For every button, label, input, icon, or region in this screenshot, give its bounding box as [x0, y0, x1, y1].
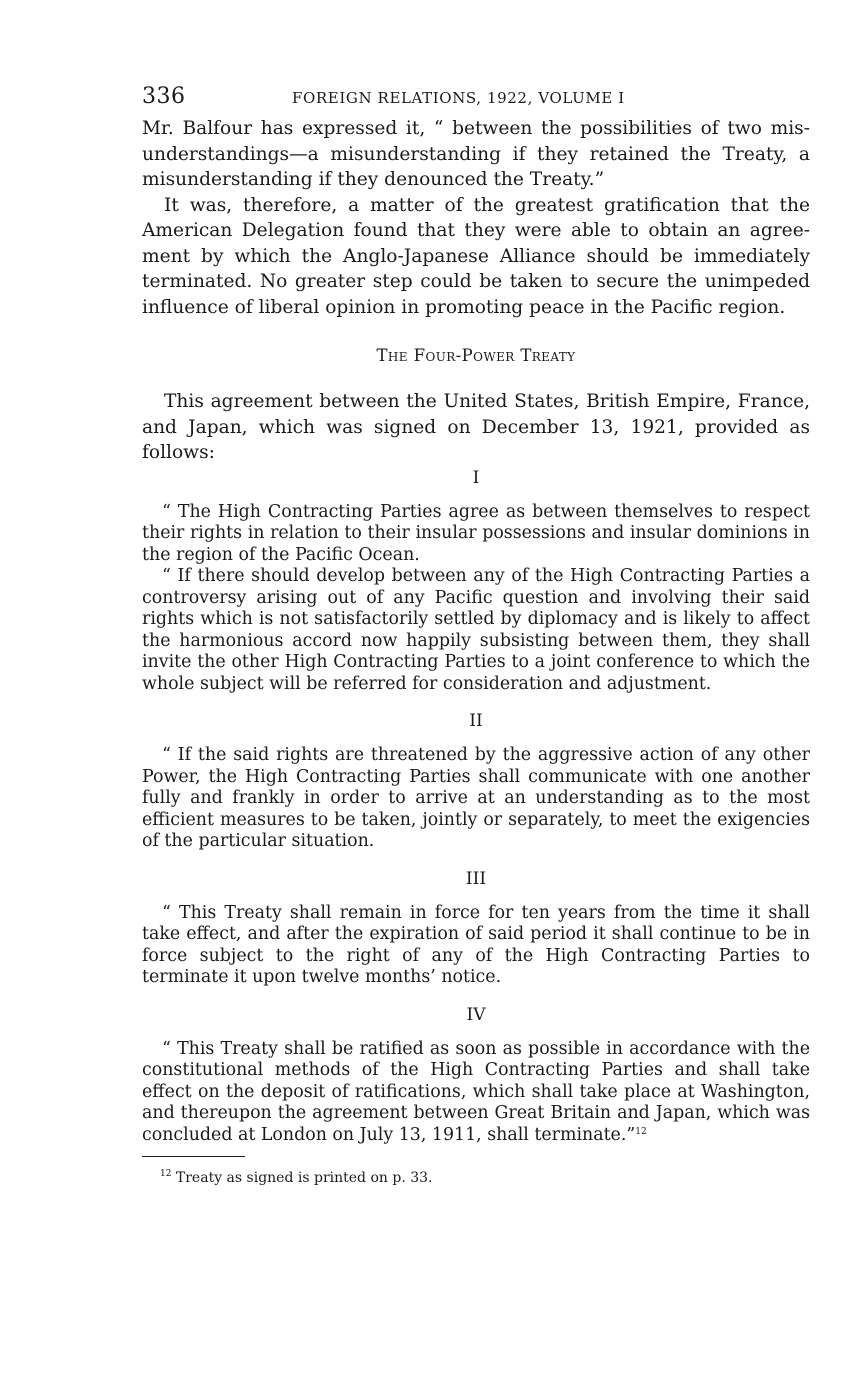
- footnote-text: Treaty as signed is printed on p. 33.: [175, 1170, 433, 1186]
- section-title: The Four-Power Treaty: [376, 346, 576, 365]
- article-paragraph: “ If there should develop between any of the High Contracting Parties a controversy arising out of any Pacific question and involving their said rights which is not satisfactorily settled by diplomacy and is likely to affect the harmonious accord now happily subsisting between them, they shall invite the other High Contracting Parties to a joint conference to which the whole subject will be referred for consideration and adjustment.: [142, 566, 810, 694]
- article-numeral: IV: [466, 1004, 486, 1025]
- intro-paragraph-2: It was, therefore, a matter of the greatest gratification that the American Delegation found that they were able to obtain an agreement by which the Anglo-Japanese Alliance should be immediately terminated. No greater step could be taken to secure the unimpeded influence of liberal opinion in promoting peace in the Pacific region.: [142, 194, 810, 318]
- page-header: [142, 84, 810, 116]
- footnote-marker: 12: [160, 1169, 172, 1179]
- article-1: [142, 468, 810, 696]
- intro-paragraph-1: Mr. Balfour has expressed it, “ between the possibilities of two misunderstandings—a misunderstanding if they retained the Treaty, a misunderstanding if they denounced the Treaty.”: [142, 118, 810, 190]
- article-paragraph: “ The High Contracting Parties agree as between themselves to respect their rights in relation to their insular possessions and insular dominions in the region of the Pacific Ocean.: [142, 501, 810, 565]
- article-numeral: I: [472, 467, 480, 488]
- article-numeral: III: [465, 868, 487, 889]
- article-paragraph: [142, 1039, 810, 1147]
- article-paragraph-text: “ This Treaty shall be ratified as soon as possible in accordance with the constitutional methods of the High Contracting Parties and shall take effect on the deposit of ratifications, which shall take place at Washington, and thereupon the agreement between Great Britain and Japan, which was concluded at London on July 13, 1911, shall terminate.”: [142, 1038, 810, 1145]
- section-intro: This agreement between the United States, British Empire, France, and Japan, which was signed on December 13, 1921, provided as follows:: [142, 391, 810, 463]
- footnote: [142, 1169, 810, 1187]
- page-number: 336: [142, 84, 186, 109]
- article-4: [142, 1005, 810, 1147]
- article-paragraph: “ This Treaty shall remain in force for ten years from the time it shall take effect, and after the expiration of said period it shall continue to be in force subject to the right of any of the High Contracting Parties to terminate it upon twelve months’ notice.: [142, 902, 810, 987]
- article-paragraph: “ If the said rights are threatened by the aggressive action of any other Power, the High Contracting Parties shall communicate with one another fully and frankly in order to arrive at an understanding as to the most efficient measures to be taken, jointly or separately, to meet the exigencies of the particular situation.: [142, 745, 810, 851]
- footnote-divider: [142, 1156, 245, 1157]
- article-2: [142, 711, 810, 853]
- footnote-reference: 12: [635, 1126, 647, 1137]
- document-page: [142, 84, 810, 1187]
- article-3: [142, 869, 810, 989]
- running-head: FOREIGN RELATIONS, 1922, VOLUME I: [292, 89, 625, 107]
- article-numeral: II: [469, 711, 483, 731]
